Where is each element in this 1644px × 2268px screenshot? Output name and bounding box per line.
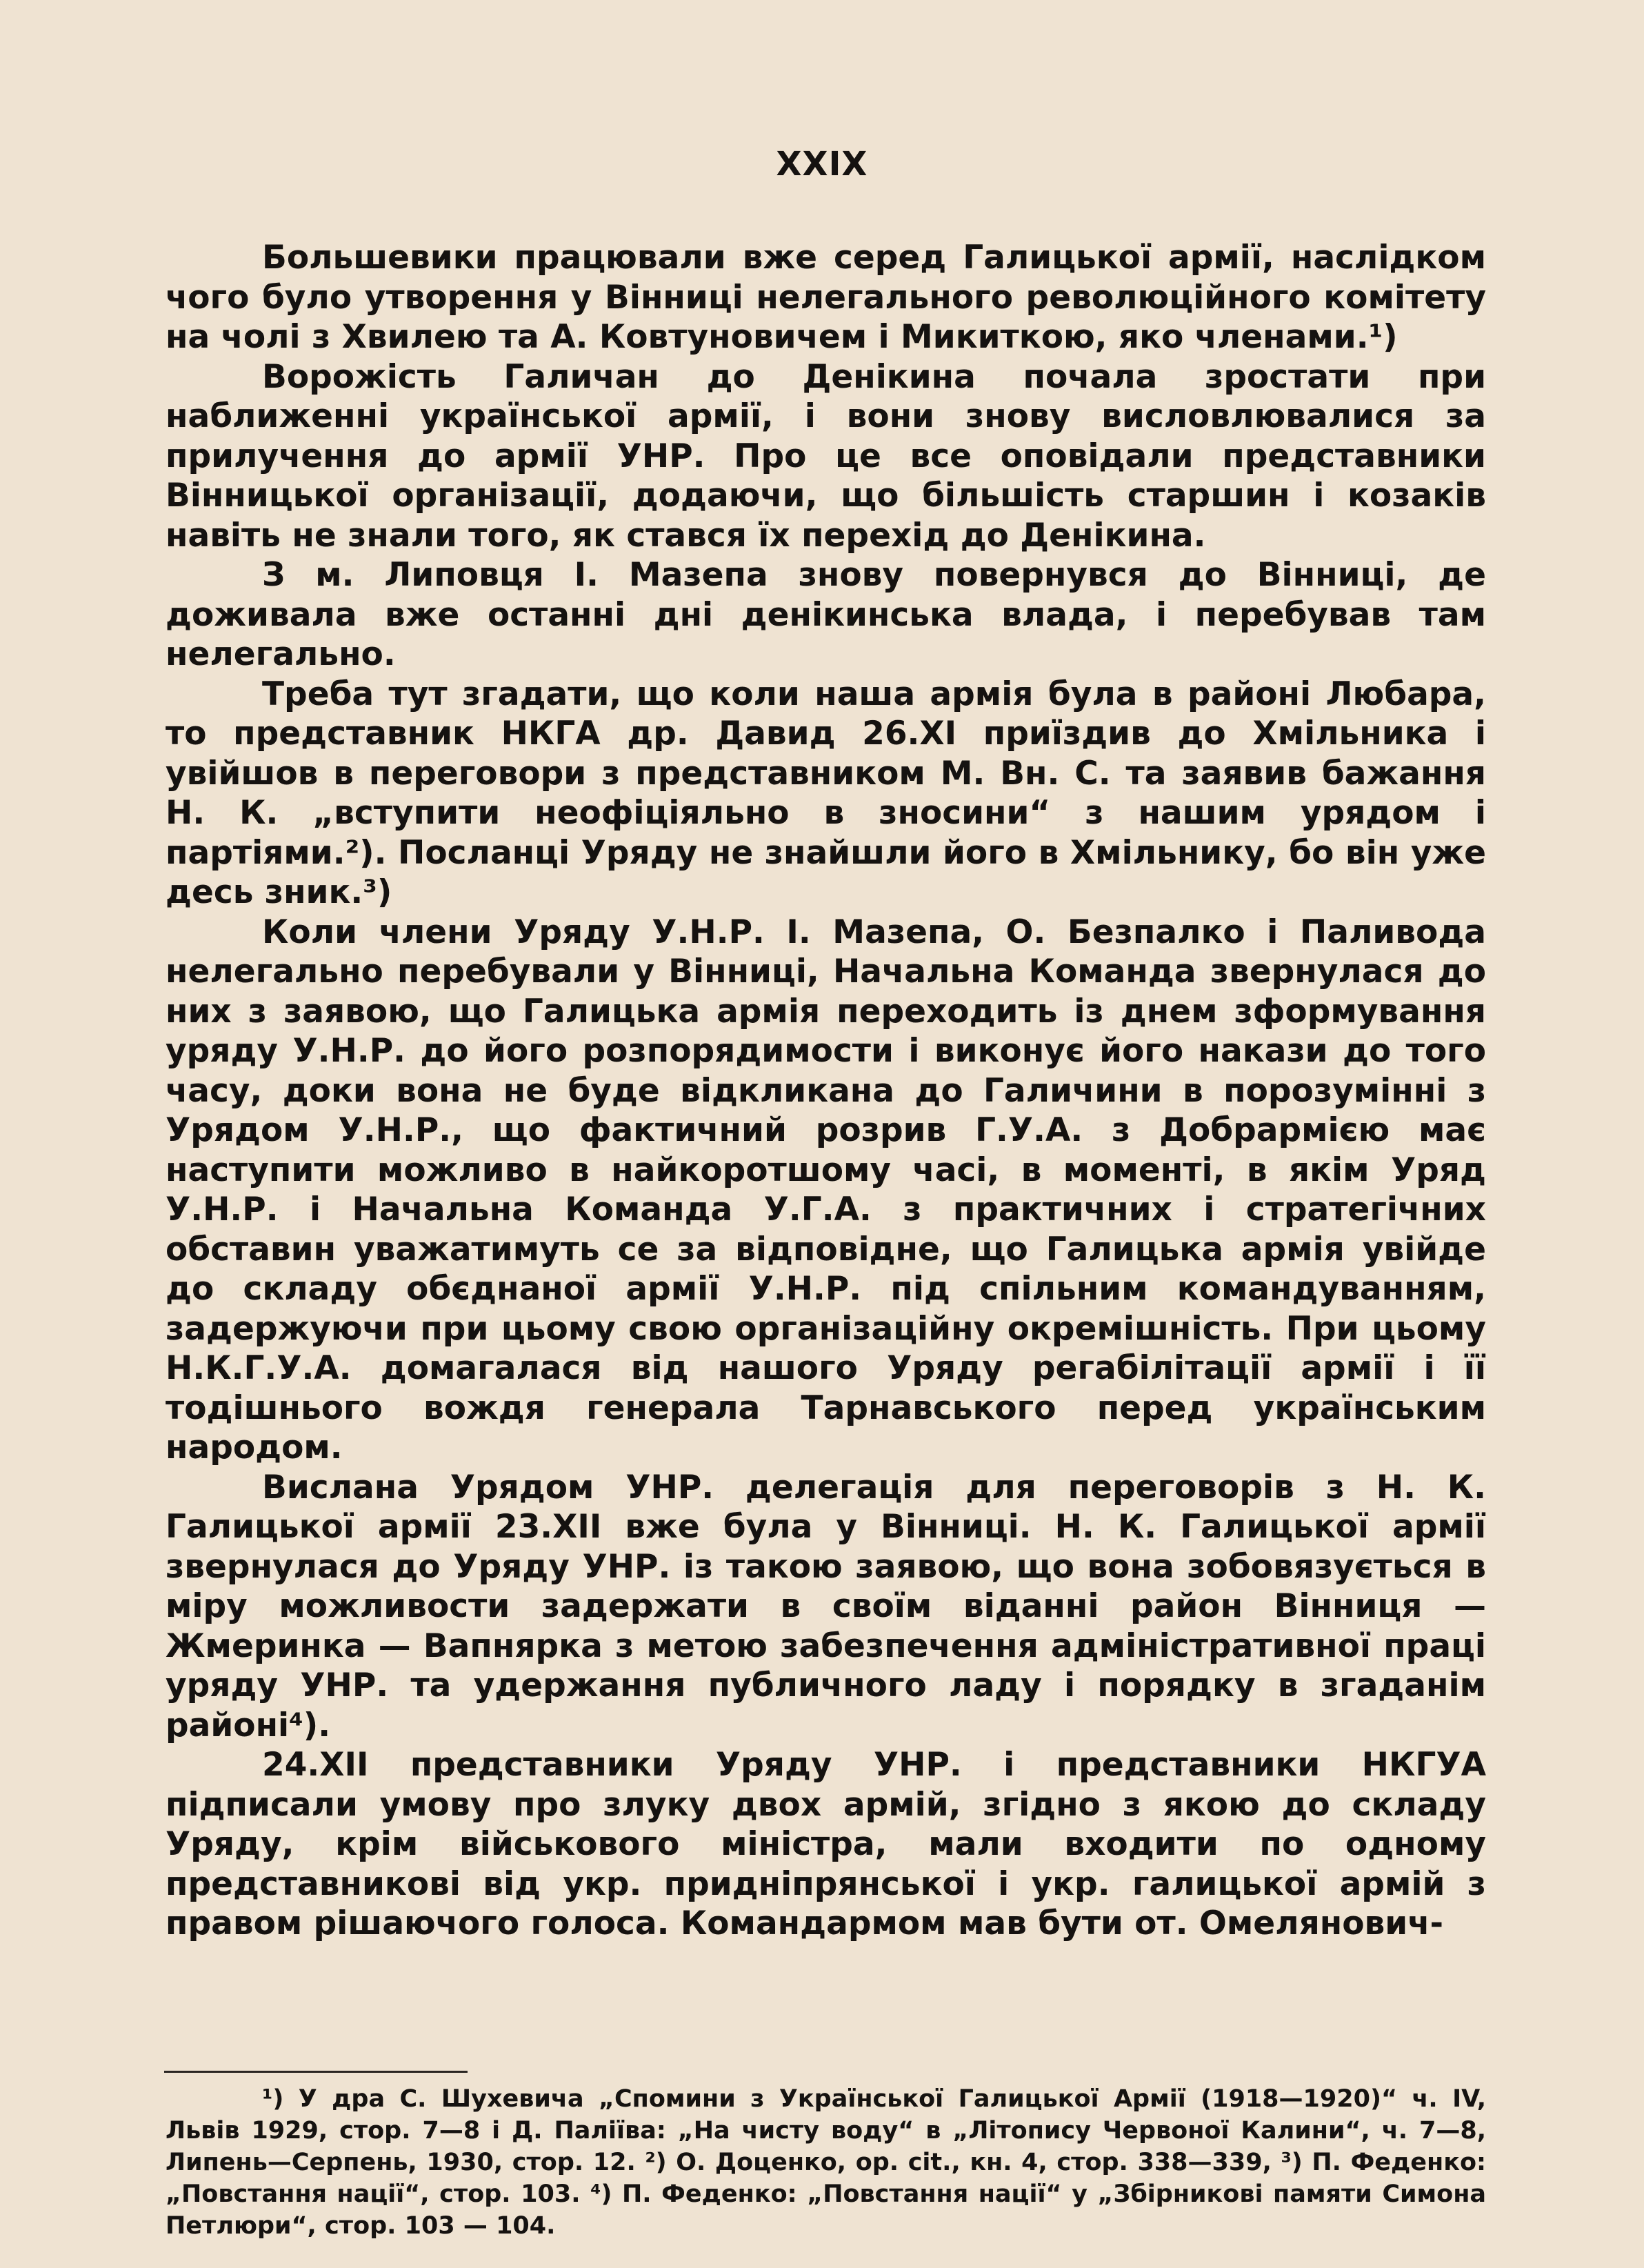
footnote-separator — [164, 2071, 468, 2073]
footnotes — [166, 2083, 1486, 2242]
paragraph-6: Вислана Урядом УНР. делегація для переговорів з Н. К. Галицької армії 23.XII вже була у Вінниці. Н. К. Галицької армії звернулася до Уряду УНР. із такою заявою, що вона зобовязується в міру можливости задержати в своїм віданні район Вінниця — Жмеринка — Вапнярка з метою забезпечення адміністративної праці уряду УНР. та удержання публичного ладу і порядку в згаданім районі⁴). — [166, 1468, 1486, 1744]
paragraph-7: 24.XII представники Уряду УНР. і представники НКГУА підписали умову про злуку двох армій, згідно з якою до складу Уряду, крім військового міністра, мали входити по одному представникові від укр. придніпрянської і укр. галицької армій з правом рішаючого голоса. Командармом мав бути от. Омелянович- — [166, 1746, 1486, 1942]
paragraph-4: Треба тут згадати, що коли наша армія була в районі Любара, то представник НКГА др. Давид 26.XI приїздив до Хмільника і увійшов в переговори з представником М. Вн. С. та заявив бажання Н. К. „вступити неофіціяльно в зносини“ з нашим урядом і партіями.²). Посланці Уряду не знайшли його в Хмільнику, бо він уже десь зник.³) — [166, 675, 1486, 911]
body-text — [166, 238, 1486, 1944]
paragraph-5: Коли члени Уряду У.Н.Р. І. Мазепа, О. Безпалко і Паливода нелегально перебували у Вінниці, Начальна Команда звернулася до них з заявою, що Галицька армія переходить із днем зформування уряду У.Н.Р. до його розпорядимости і виконує його накази до того часу, доки вона не буде відкликана до Галичини в порозумінні з Урядом У.Н.Р., що фактичний розрив Г.У.А. з Добрармією має наступити можливо в найкоротшому часі, в моменті, в якім Уряд У.Н.Р. і Начальна Команда У.Г.А. з практичних і стратегічних обставин уважатимуть се за відповідне, що Галицька армія увійде до складу обєднаної армії У.Н.Р. під спільним командуванням, задержуючи при цьому свою організаційну окремішність. При цьому Н.К.Г.У.А. домагалася від нашого Уряду регабілітації армії і її тодішнього вождя генерала Тарнавського перед українським народом. — [166, 913, 1486, 1466]
footnote-text: ¹) У дра С. Шухевича „Спомини з Української Галицької Армії (1918—1920)“ ч. IV, Львів 1929, стор. 7—8 і Д. Паліїва: „На чисту воду“ в „Літопису Червоної Калини“, ч. 7—8, Липень—Серпень, 1930, стор. 12. ²) О. Доценко, op. cit., кн. 4, стор. 338—339, ³) П. Феденко: „Повстання нації“, стор. 103. ⁴) П. Феденко: „Повстання нації“ у „Збірникові памяти Симона Петлюри“, стор. 103 — 104. — [166, 2085, 1486, 2240]
paragraph-3: З м. Липовця І. Мазепа знову повернувся до Вінниці, де доживала вже останні дні денікинська влада, і перебував там нелегально. — [166, 556, 1486, 673]
paragraph-2: Ворожість Галичан до Денікина почала зростати при наближенні української армії, і вони знову висловлювалися за прилучення до армії УНР. Про це все оповідали представники Вінницької організації, додаючи, що більшість старшин і козаків навіть не знали того, як стався їх перехід до Денікина. — [166, 357, 1486, 555]
paragraph-1: Большевики працювали вже серед Галицької армії, наслідком чого було утворення у Вінниці нелегального революційного комітету на чолі з Хвилею та А. Ковтуновичем і Микиткою, яко членами.¹) — [166, 239, 1486, 356]
page-number: XXIX — [776, 145, 868, 183]
